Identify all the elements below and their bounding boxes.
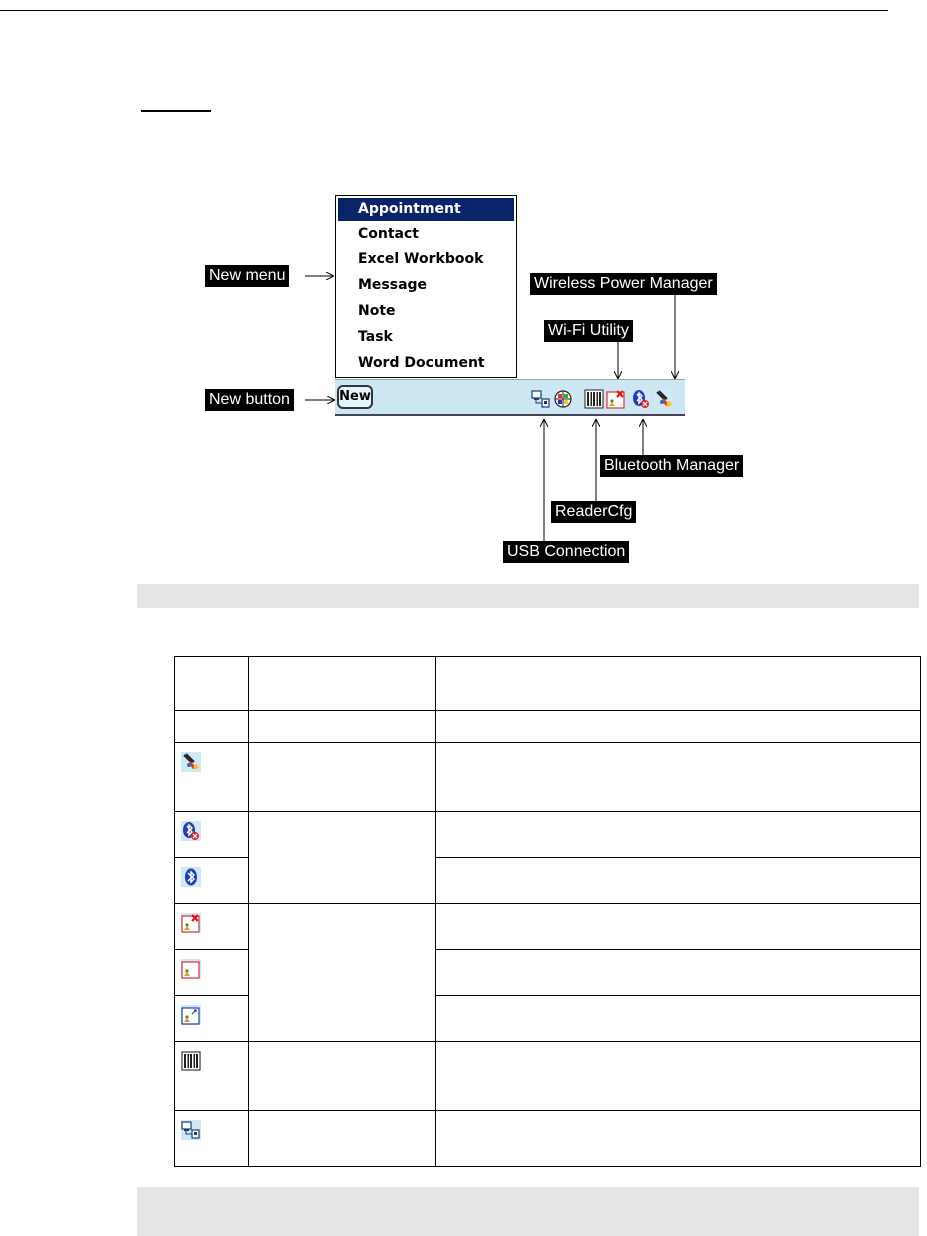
- barcode-reader-icon[interactable]: [584, 389, 604, 409]
- table-cell-icon: [175, 858, 249, 904]
- table-cell: [436, 1111, 921, 1167]
- wifi-connected-icon: [181, 1005, 201, 1025]
- table-header-cell: [175, 657, 249, 711]
- table-row: [175, 743, 921, 812]
- menu-item-appointment[interactable]: Appointment: [338, 198, 514, 221]
- wireless-power-icon[interactable]: [654, 389, 674, 409]
- icon-table: [174, 656, 921, 1167]
- table-cell: [249, 743, 436, 812]
- table-cell-icon: [175, 1042, 249, 1111]
- wireless-power-icon: [181, 752, 201, 772]
- wifi-disconnected-icon: [181, 913, 201, 933]
- menu-item-note[interactable]: Note: [358, 303, 396, 319]
- table-cell: [436, 1042, 921, 1111]
- table-cell-icon: [175, 996, 249, 1042]
- new-menu: [335, 195, 517, 378]
- bluetooth-off-icon: [181, 821, 201, 841]
- table-cell: [436, 812, 921, 858]
- table-cell-icon: [175, 950, 249, 996]
- table-row: [175, 1042, 921, 1111]
- table-cell: [436, 743, 921, 812]
- table-cell: [249, 711, 436, 743]
- table-cell: [249, 812, 436, 904]
- table-cell: [436, 904, 921, 950]
- bluetooth-off-icon[interactable]: [631, 389, 651, 409]
- section-heading-underline: [141, 110, 211, 112]
- table-header-cell: [249, 657, 436, 711]
- usb-connection-icon: [181, 1120, 201, 1140]
- globe-icon[interactable]: [553, 389, 573, 409]
- callout-new-menu: New menu: [205, 265, 289, 287]
- callout-wireless-power-manager: Wireless Power Manager: [530, 273, 717, 295]
- menu-item-contact[interactable]: Contact: [358, 226, 419, 242]
- menu-item-message[interactable]: Message: [358, 277, 428, 293]
- table-header-cell: [436, 657, 921, 711]
- table-cell: [175, 711, 249, 743]
- table-cell: [249, 1111, 436, 1167]
- wifi-idle-icon: [181, 959, 201, 979]
- callout-new-button: New button: [205, 389, 294, 411]
- table-cell-icon: [175, 743, 249, 812]
- table-header-row: [175, 657, 921, 711]
- table-cell-icon: [175, 1111, 249, 1167]
- bluetooth-on-icon: [181, 867, 201, 887]
- table-cell: [249, 904, 436, 1042]
- figure-caption-bar: [137, 584, 919, 608]
- callout-usb-connection: USB Connection: [503, 541, 629, 563]
- table-row: [175, 904, 921, 950]
- menu-item-task[interactable]: Task: [358, 329, 393, 345]
- callout-bluetooth-manager: Bluetooth Manager: [600, 455, 743, 477]
- table-cell: [436, 950, 921, 996]
- table-cell: [436, 858, 921, 904]
- table-row: [175, 1111, 921, 1167]
- table-cell-icon: [175, 812, 249, 858]
- header-rule: [0, 10, 888, 11]
- menu-item-word-document[interactable]: Word Document: [358, 355, 485, 371]
- callout-readercfg: ReaderCfg: [551, 501, 636, 523]
- menu-item-excel-workbook[interactable]: Excel Workbook: [358, 251, 484, 267]
- wifi-disconnected-icon[interactable]: [606, 389, 626, 409]
- table-caption-bar: [137, 1187, 919, 1236]
- taskbar: [335, 379, 685, 416]
- barcode-reader-icon: [181, 1051, 201, 1071]
- table-row: [175, 812, 921, 858]
- table-cell: [249, 1042, 436, 1111]
- new-button[interactable]: New: [337, 385, 373, 409]
- table-cell-icon: [175, 904, 249, 950]
- table-cell: [436, 996, 921, 1042]
- table-cell: [436, 711, 921, 743]
- usb-connection-icon[interactable]: [531, 389, 551, 409]
- table-subheader-row: [175, 711, 921, 743]
- callout-wifi-utility: Wi-Fi Utility: [544, 320, 633, 342]
